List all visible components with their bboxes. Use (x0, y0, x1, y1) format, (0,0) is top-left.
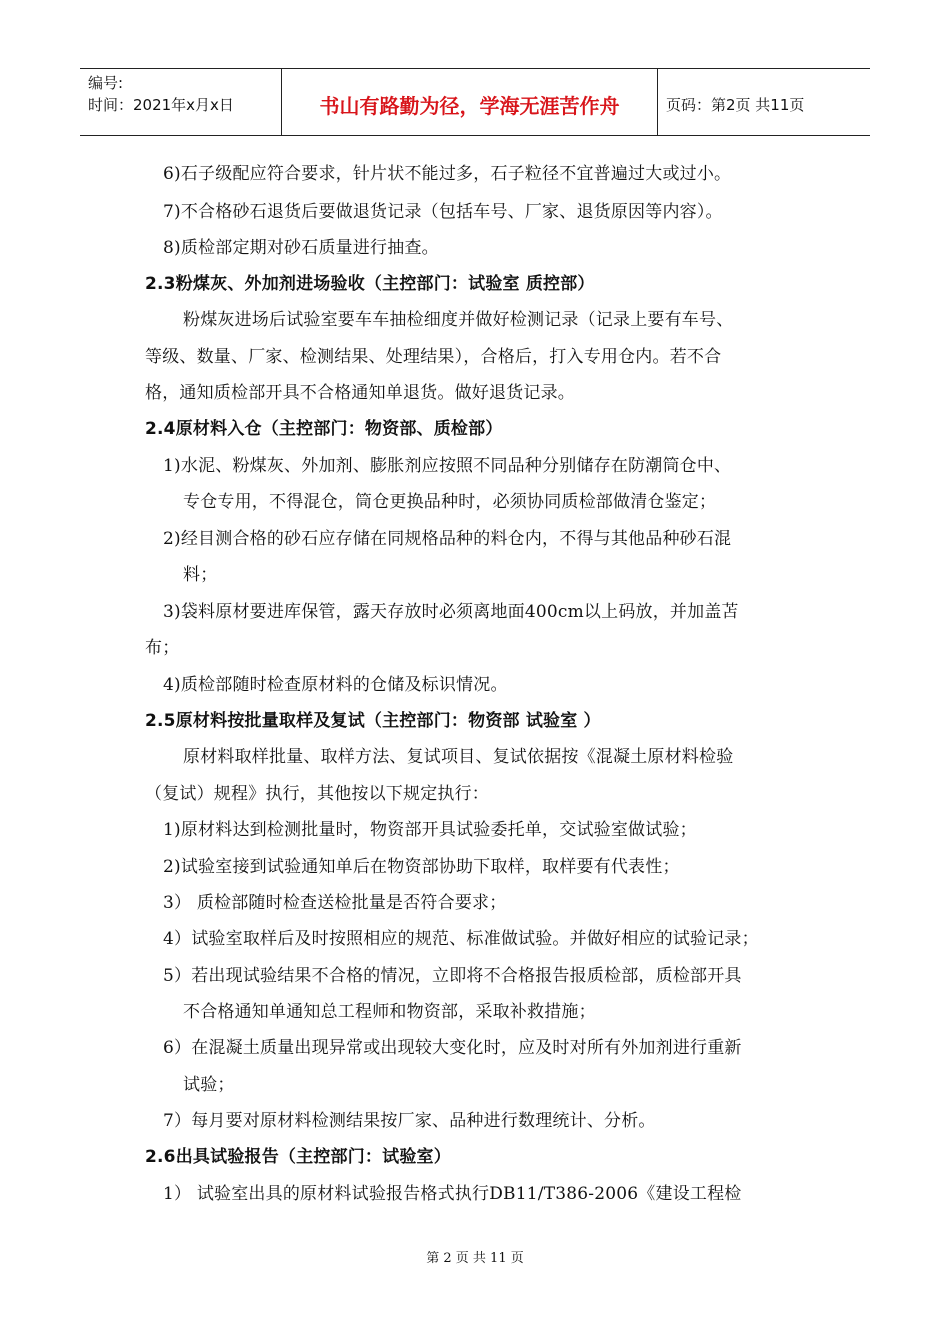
header-motto: 书山有路勤为径，学海无涯苦作舟 (282, 69, 658, 135)
section-heading: 2.5原材料按批量取样及复试（主控部门：物资部 试验室 ） (145, 711, 601, 731)
header-number-label: 编号: (88, 74, 124, 92)
body-line: 4)质检部随时检查原材料的仓储及标识情况。 (163, 675, 508, 695)
body-line: 2)经目测合格的砂石应存储在同规格品种的料仓内，不得与其他品种砂石混 (163, 529, 732, 549)
body-line: 等级、数量、厂家、检测结果、处理结果），合格后，打入专用仓内。若不合 (145, 347, 722, 367)
body-line: 试验； (183, 1075, 235, 1095)
body-line: 3） 质检部随时检查送检批量是否符合要求； (163, 893, 507, 913)
body-line: 不合格通知单通知总工程师和物资部，采取补救措施； (183, 1002, 596, 1022)
body-line: 7)不合格砂石退货后要做退货记录（包括车号、厂家、退货原因等内容）。 (163, 202, 723, 222)
section-heading: 2.4原材料入仓（主控部门：物资部、质检部） (145, 419, 503, 439)
body-line: 4）试验室取样后及时按照相应的规范、标准做试验。并做好相应的试验记录； (163, 929, 759, 949)
body-line: 7）每月要对原材料检测结果按厂家、品种进行数理统计、分析。 (163, 1111, 656, 1131)
body-line: 1)水泥、粉煤灰、外加剂、膨胀剂应按照不同品种分别储存在防潮筒仓中、 (163, 456, 732, 476)
body-line: 专仓专用，不得混仓，筒仓更换品种时，必须协同质检部做清仓鉴定； (183, 492, 717, 512)
body-line: 5）若出现试验结果不合格的情况，立即将不合格报告报质检部，质检部开具 (163, 966, 742, 986)
body-line: （复试）规程》执行，其他按以下规定执行： (145, 784, 489, 804)
header-page-code: 页码：第2页 共11页 (666, 95, 805, 114)
page-header (80, 68, 870, 136)
body-line: 8)质检部定期对砂石质量进行抽查。 (163, 238, 439, 258)
header-time-label: 时间：2021年x月x日 (88, 96, 234, 114)
body-line: 粉煤灰进场后试验室要车车抽检细度并做好检测记录（记录上要有车号、 (183, 310, 734, 330)
header-meta (80, 69, 282, 135)
body-line: 2)试验室接到试验通知单后在物资部协助下取样，取样要有代表性； (163, 857, 680, 877)
body-line: 格，通知质检部开具不合格通知单退货。做好退货记录。 (145, 383, 575, 403)
body-line: 6)石子级配应符合要求，针片状不能过多，石子粒径不宜普遍过大或过小。 (163, 164, 732, 184)
body-line: 原材料取样批量、取样方法、复试项目、复试依据按《混凝土原材料检验 (183, 747, 734, 767)
body-line: 1)原材料达到检测批量时，物资部开具试验委托单，交试验室做试验； (163, 820, 697, 840)
body-line: 1） 试验室出具的原材料试验报告格式执行DB11/T386-2006《建设工程检 (163, 1184, 742, 1204)
page-footer: 第 2 页 共 11 页 (426, 1251, 524, 1266)
body-line: 3)袋料原材要进库保管，露天存放时必须离地面400cm以上码放，并加盖苫 (163, 602, 739, 622)
body-line: 6）在混凝土质量出现异常或出现较大变化时，应及时对所有外加剂进行重新 (163, 1038, 742, 1058)
section-heading: 2.6出具试验报告（主控部门：试验室） (145, 1147, 451, 1167)
body-line: 布； (145, 638, 180, 658)
section-heading: 2.3粉煤灰、外加剂进场验收（主控部门：试验室 质控部） (145, 274, 595, 294)
body-line: 料； (183, 565, 218, 585)
